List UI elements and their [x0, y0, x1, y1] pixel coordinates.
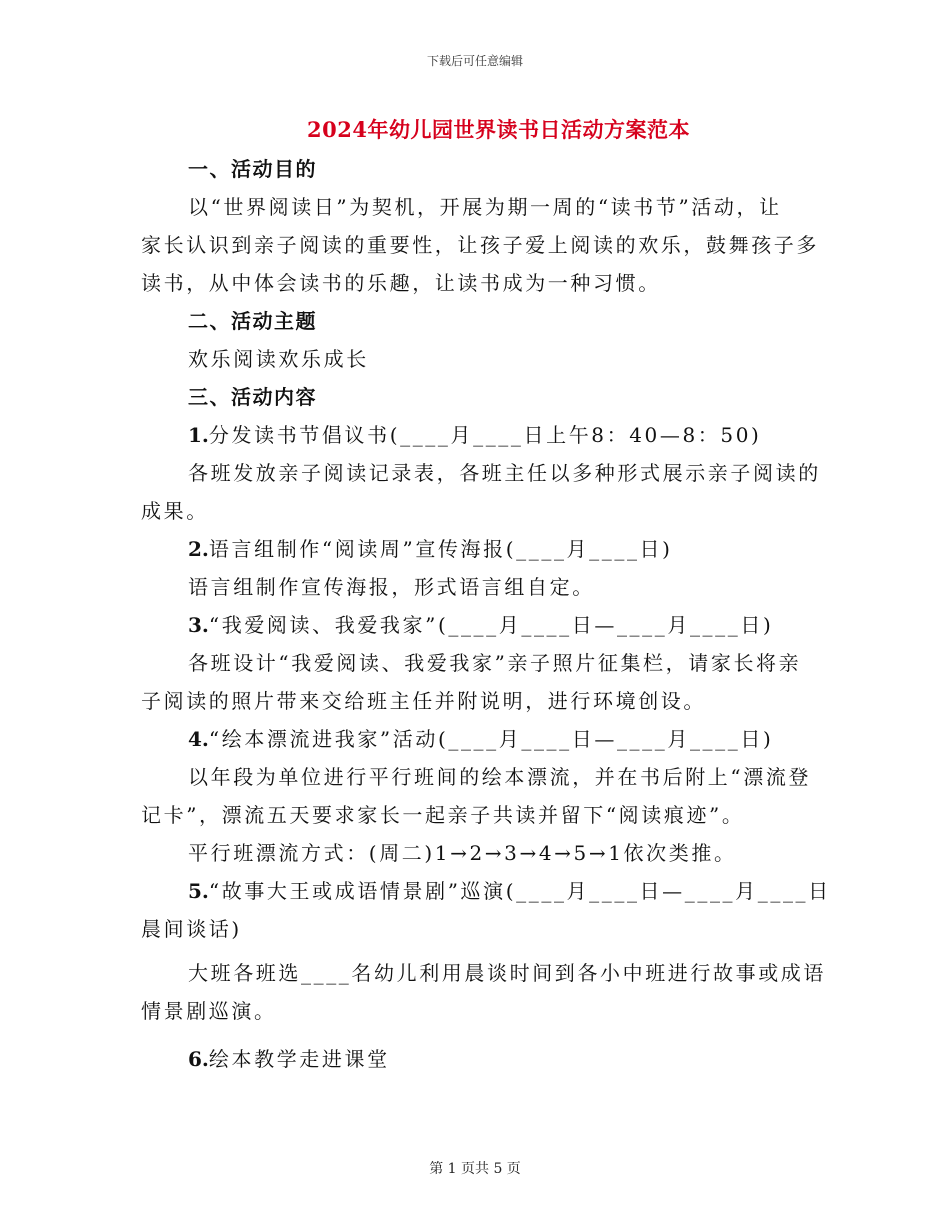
paragraph-line: 以年段为单位进行平行班间的绘本漂流，并在书后附上“漂流登 — [188, 765, 812, 789]
paragraph-line: 语言组制作宣传海报，形式语言组自定。 — [188, 575, 595, 599]
item-title-text: “故事大王或成语情景剧”巡演(____月____日—____月____日 — [208, 879, 831, 903]
item-title — [141, 530, 806, 568]
item-title — [141, 416, 806, 454]
section-heading-content: 三、活动内容 — [188, 385, 317, 409]
item-number: 2. — [188, 537, 209, 561]
item-title-text: 绘本教学走进课堂 — [208, 1047, 390, 1071]
section-heading-theme: 二、活动主题 — [188, 309, 317, 333]
paragraph-line: 大班各班选____名幼儿利用晨谈时间到各小中班进行故事或成语 — [188, 961, 826, 985]
page-footer: 第 1 页共 5 页 — [429, 1161, 521, 1177]
item-number: 3. — [188, 613, 209, 637]
paragraph-line: 各班设计“我爱阅读、我爱我家”亲子照片征集栏，请家长将亲 — [188, 651, 802, 675]
paragraph-line: 各班发放亲子阅读记录表，各班主任以多种形式展示亲子阅读的 — [188, 461, 821, 485]
item-title-text: “绘本漂流进我家”活动(____月____日—____月____日) — [208, 727, 774, 751]
item-number: 1. — [188, 423, 209, 447]
paragraph-line: 以“世界阅读日”为契机，开展为期一周的“读书节”活动，让 — [188, 195, 782, 219]
document-title: 2024年幼儿园世界读书日活动方案范本 — [307, 117, 690, 142]
section-heading-purpose: 一、活动目的 — [188, 157, 317, 181]
paragraph-line: 平行班漂流方式：(周二)1→2→3→4→5→1依次类推。 — [188, 841, 737, 865]
paragraph-line: 读书，从中体会读书的乐趣，让读书成为一种习惯。 — [141, 271, 661, 295]
paragraph-line: 子阅读的照片带来交给班主任并附说明，进行环境创设。 — [141, 689, 706, 713]
item-title-text: 语言组制作“阅读周”宣传海报(____月____日) — [208, 537, 673, 561]
item-number: 6. — [188, 1047, 209, 1071]
paragraph-line: 成果。 — [141, 499, 209, 523]
item-title-text: “我爱阅读、我爱我家”(____月____日—____月____日) — [208, 613, 774, 637]
item-title — [141, 720, 806, 758]
page-header: 下载后可任意编辑 — [426, 54, 523, 68]
paragraph-line: 晨间谈话) — [141, 917, 242, 941]
document-body — [141, 150, 831, 1078]
paragraph-line: 记卡”，漂流五天要求家长一起亲子共读并留下“阅读痕迹”。 — [141, 803, 745, 827]
paragraph-line: 情景剧巡演。 — [141, 999, 277, 1023]
item-title — [141, 1040, 806, 1078]
item-title — [141, 872, 831, 910]
item-title-text: 分发读书节倡议书(____月____日上午8：40—8：50) — [208, 423, 762, 447]
paragraph-line: 家长认识到亲子阅读的重要性，让孩子爱上阅读的欢乐，鼓舞孩子多 — [141, 233, 819, 257]
item-title — [141, 606, 806, 644]
paragraph-line: 欢乐阅读欢乐成长 — [188, 347, 369, 371]
item-number: 4. — [188, 727, 209, 751]
item-number: 5. — [188, 879, 209, 903]
